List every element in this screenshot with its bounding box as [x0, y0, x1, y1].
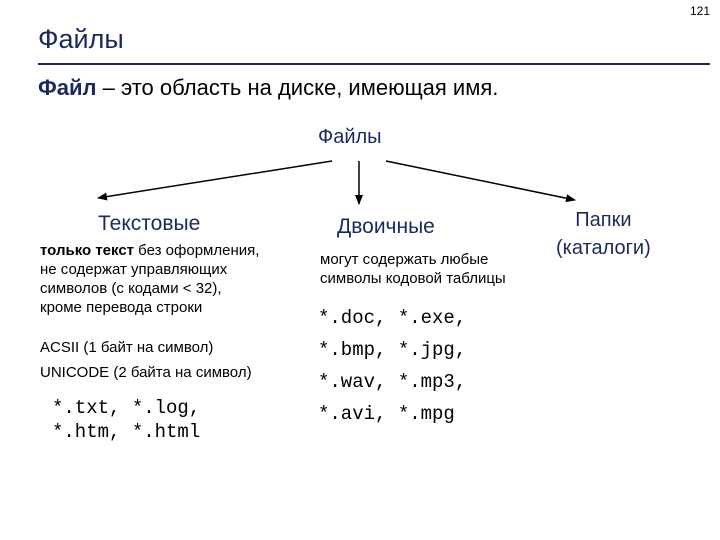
binary-desc-line: могут содержать любые [320, 251, 489, 268]
extension-line: *.wav, *.mp3, [318, 371, 467, 393]
encoding-unicode: UNICODE (2 байта на символ) [40, 364, 252, 381]
page-number: 121 [689, 4, 710, 18]
folders-label: Папки [575, 209, 632, 231]
extension-line: *.doc, *.exe, [318, 307, 467, 329]
text-desc-line: не содержат управляющих [40, 261, 228, 278]
encoding-ascii: ACSII (1 байт на символ) [40, 339, 214, 356]
text-file-extensions [52, 396, 200, 444]
category-folders [556, 206, 651, 262]
arrow-to-text [98, 161, 332, 198]
definition-text: – это область на диске, имеющая имя. [96, 75, 499, 100]
text-files-description [40, 241, 259, 317]
binary-file-extensions [318, 302, 466, 430]
binary-desc-line: символы кодовой таблицы [320, 270, 506, 287]
extension-line: *.txt, *.log, [52, 397, 201, 419]
folders-sublabel: (каталоги) [556, 237, 651, 259]
binary-files-description [320, 250, 506, 288]
text-desc-emphasis: только текст [40, 242, 135, 259]
extension-line: *.bmp, *.jpg, [318, 339, 467, 361]
tree-root-label: Файлы [318, 126, 382, 148]
text-desc-line: только текст без оформления, [40, 242, 260, 259]
definition-term: Файл [38, 75, 97, 100]
extension-line: *.htm, *.html [52, 421, 201, 443]
text-desc-line: кроме перевода строки [40, 299, 203, 316]
slide-title: Файлы [38, 24, 124, 54]
category-text-files: Текстовые [98, 212, 201, 235]
arrow-to-folders [386, 161, 575, 200]
text-desc-line: символов (с кодами < 32), [40, 280, 222, 297]
category-binary-files: Двоичные [337, 215, 435, 238]
extension-line: *.avi, *.mpg [318, 403, 455, 425]
